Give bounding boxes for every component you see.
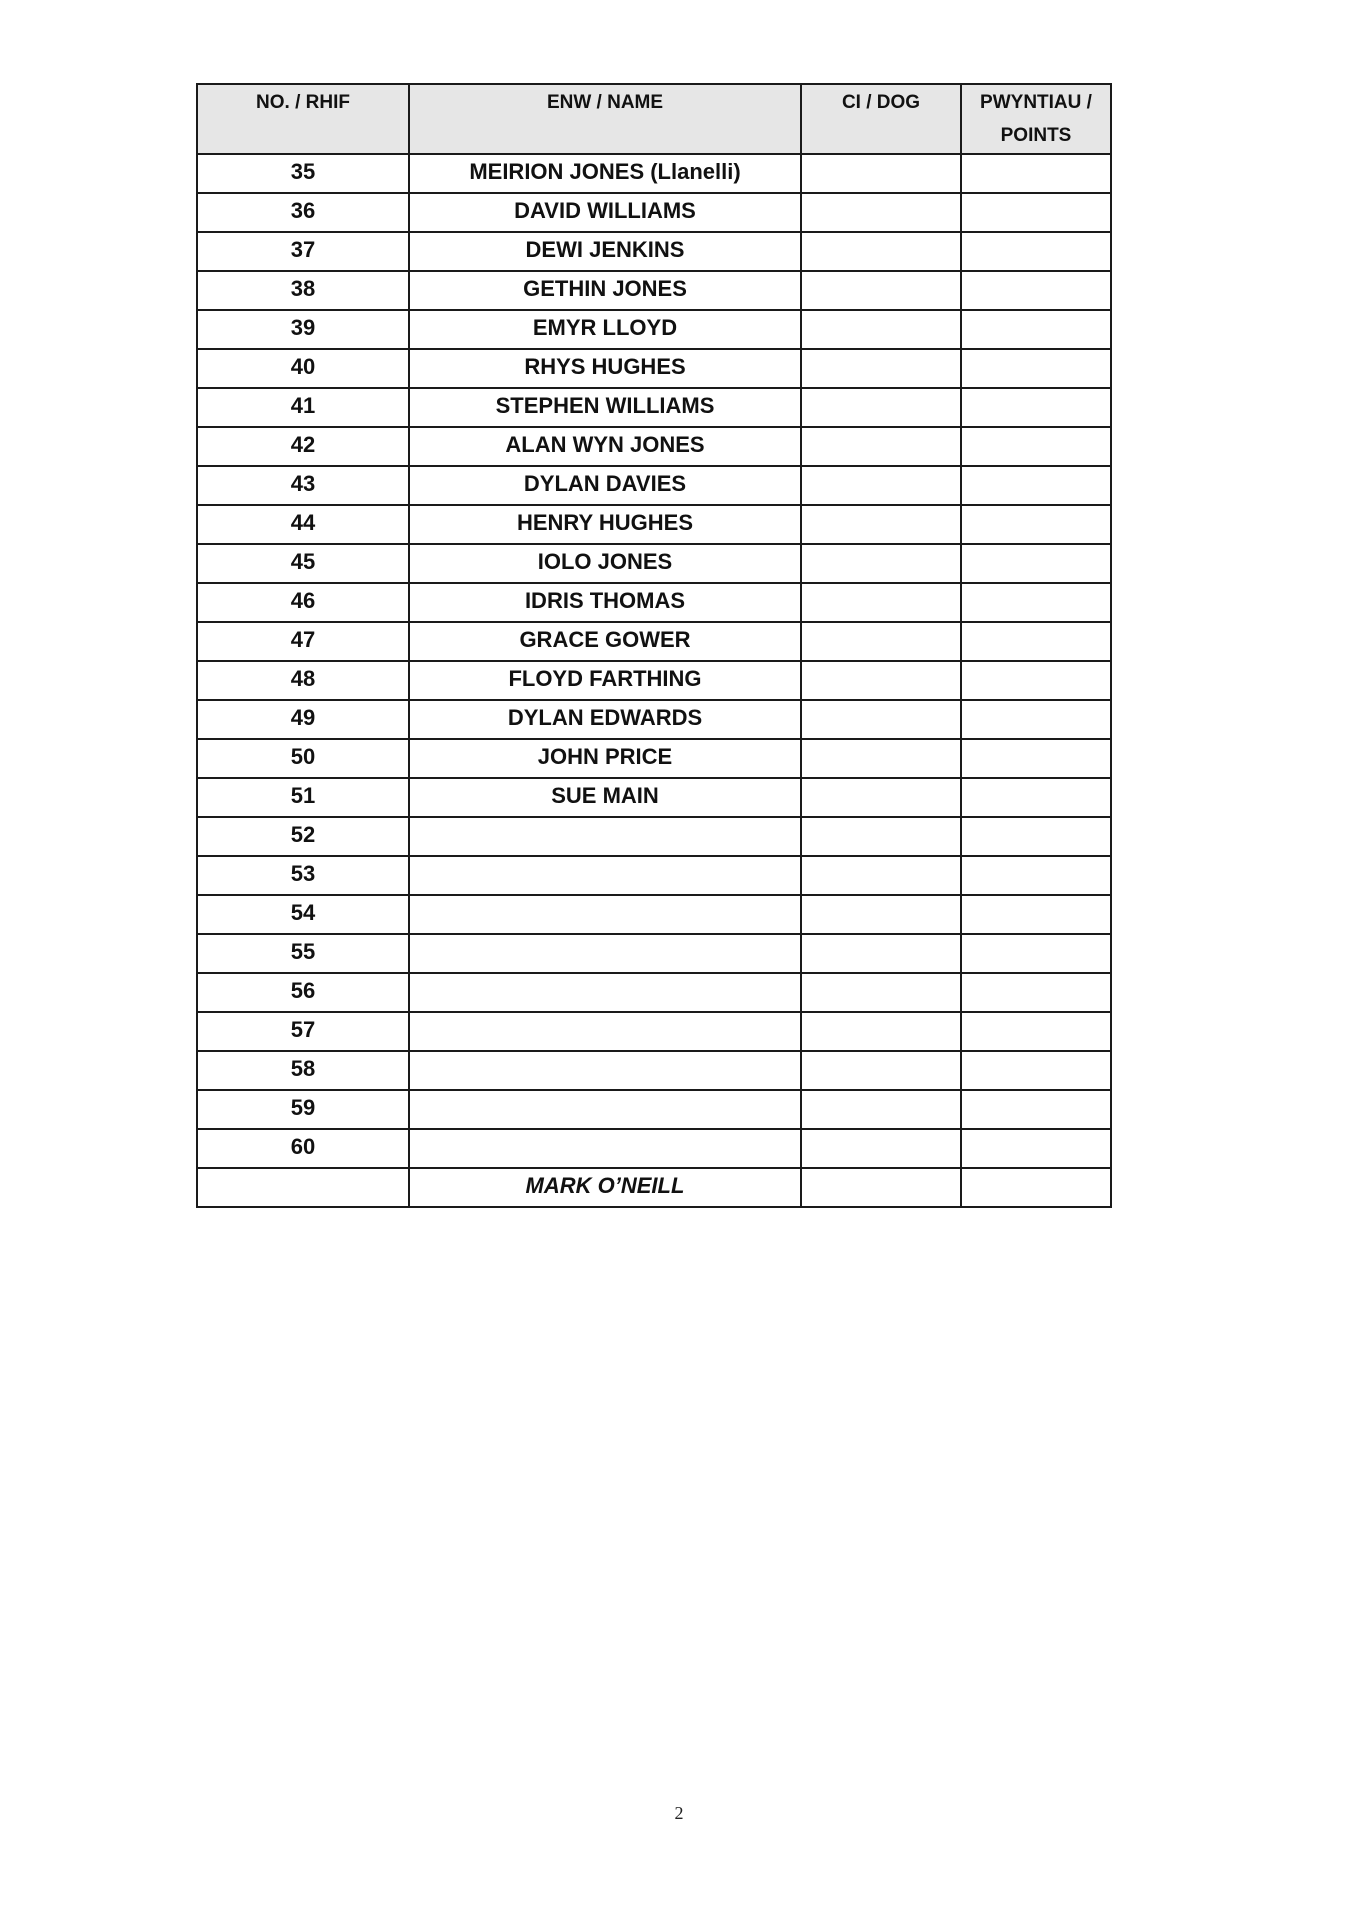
cell-dog — [801, 505, 961, 544]
cell-name: JOHN PRICE — [409, 739, 801, 778]
cell-name: EMYR LLOYD — [409, 310, 801, 349]
cell-points — [961, 427, 1111, 466]
cell-number: 41 — [197, 388, 409, 427]
cell-points — [961, 895, 1111, 934]
cell-points — [961, 583, 1111, 622]
table-row — [197, 817, 1111, 856]
cell-number: 49 — [197, 700, 409, 739]
table-row — [197, 856, 1111, 895]
cell-dog — [801, 817, 961, 856]
cell-dog — [801, 895, 961, 934]
cell-dog — [801, 739, 961, 778]
cell-number: 52 — [197, 817, 409, 856]
cell-points — [961, 1012, 1111, 1051]
cell-dog — [801, 934, 961, 973]
table-row — [197, 388, 1111, 427]
cell-name — [409, 1129, 801, 1168]
cell-points — [961, 388, 1111, 427]
cell-dog — [801, 466, 961, 505]
cell-dog — [801, 661, 961, 700]
table-row — [197, 427, 1111, 466]
page-number: 2 — [674, 1803, 684, 1823]
cell-points — [961, 154, 1111, 193]
cell-name: IDRIS THOMAS — [409, 583, 801, 622]
cell-dog — [801, 1129, 961, 1168]
cell-dog — [801, 1051, 961, 1090]
cell-points — [961, 661, 1111, 700]
table-row — [197, 1168, 1111, 1207]
cell-number: 40 — [197, 349, 409, 388]
table-row — [197, 1012, 1111, 1051]
table-row — [197, 661, 1111, 700]
table-row — [197, 778, 1111, 817]
cell-dog — [801, 778, 961, 817]
header-dog: CI / DOG — [801, 84, 961, 154]
cell-number: 56 — [197, 973, 409, 1012]
table-body — [197, 154, 1111, 1207]
header-row — [197, 84, 1111, 154]
cell-name: DYLAN EDWARDS — [409, 700, 801, 739]
cell-name — [409, 934, 801, 973]
cell-number: 58 — [197, 1051, 409, 1090]
cell-name: RHYS HUGHES — [409, 349, 801, 388]
cell-number: 47 — [197, 622, 409, 661]
cell-number: 55 — [197, 934, 409, 973]
cell-points — [961, 739, 1111, 778]
cell-name: FLOYD FARTHING — [409, 661, 801, 700]
cell-name — [409, 973, 801, 1012]
cell-number — [197, 1168, 409, 1207]
cell-name — [409, 1090, 801, 1129]
header-name: ENW / NAME — [409, 84, 801, 154]
cell-points — [961, 271, 1111, 310]
table-header — [197, 84, 1111, 154]
cell-name: MARK O’NEILL — [409, 1168, 801, 1207]
cell-dog — [801, 1168, 961, 1207]
cell-name: ALAN WYN JONES — [409, 427, 801, 466]
table-row — [197, 700, 1111, 739]
table-row — [197, 739, 1111, 778]
cell-name: IOLO JONES — [409, 544, 801, 583]
cell-points — [961, 934, 1111, 973]
cell-points — [961, 1051, 1111, 1090]
table-row — [197, 154, 1111, 193]
cell-number: 38 — [197, 271, 409, 310]
table-row — [197, 232, 1111, 271]
cell-points — [961, 1090, 1111, 1129]
cell-dog — [801, 1090, 961, 1129]
table-row — [197, 1090, 1111, 1129]
table-row — [197, 310, 1111, 349]
cell-points — [961, 778, 1111, 817]
cell-number: 36 — [197, 193, 409, 232]
table-row — [197, 973, 1111, 1012]
cell-name: HENRY HUGHES — [409, 505, 801, 544]
table-row — [197, 934, 1111, 973]
cell-points — [961, 973, 1111, 1012]
cell-number: 50 — [197, 739, 409, 778]
cell-name: DEWI JENKINS — [409, 232, 801, 271]
cell-dog — [801, 544, 961, 583]
cell-dog — [801, 583, 961, 622]
cell-points — [961, 505, 1111, 544]
cell-number: 37 — [197, 232, 409, 271]
cell-points — [961, 856, 1111, 895]
cell-number: 46 — [197, 583, 409, 622]
cell-dog — [801, 1012, 961, 1051]
cell-dog — [801, 349, 961, 388]
table-row — [197, 466, 1111, 505]
entries-table — [196, 83, 1112, 1208]
table-row — [197, 1051, 1111, 1090]
cell-dog — [801, 427, 961, 466]
cell-number: 44 — [197, 505, 409, 544]
cell-points — [961, 1168, 1111, 1207]
cell-name — [409, 856, 801, 895]
cell-points — [961, 349, 1111, 388]
cell-name: GRACE GOWER — [409, 622, 801, 661]
cell-name: MEIRION JONES (Llanelli) — [409, 154, 801, 193]
cell-dog — [801, 310, 961, 349]
header-number: NO. / RHIF — [197, 84, 409, 154]
cell-number: 51 — [197, 778, 409, 817]
table-row — [197, 271, 1111, 310]
cell-name: DYLAN DAVIES — [409, 466, 801, 505]
cell-points — [961, 232, 1111, 271]
cell-number: 54 — [197, 895, 409, 934]
table-row — [197, 544, 1111, 583]
table-row — [197, 1129, 1111, 1168]
cell-points — [961, 310, 1111, 349]
cell-dog — [801, 232, 961, 271]
cell-dog — [801, 973, 961, 1012]
table-row — [197, 505, 1111, 544]
cell-number: 39 — [197, 310, 409, 349]
cell-dog — [801, 388, 961, 427]
cell-dog — [801, 193, 961, 232]
cell-number: 60 — [197, 1129, 409, 1168]
cell-dog — [801, 856, 961, 895]
table-row — [197, 193, 1111, 232]
cell-name: GETHIN JONES — [409, 271, 801, 310]
cell-number: 42 — [197, 427, 409, 466]
cell-number: 48 — [197, 661, 409, 700]
cell-points — [961, 700, 1111, 739]
cell-number: 35 — [197, 154, 409, 193]
cell-name — [409, 817, 801, 856]
cell-name: SUE MAIN — [409, 778, 801, 817]
header-points: PWYNTIAU / POINTS — [961, 84, 1111, 154]
cell-name: STEPHEN WILLIAMS — [409, 388, 801, 427]
table-row — [197, 583, 1111, 622]
cell-number: 59 — [197, 1090, 409, 1129]
cell-dog — [801, 271, 961, 310]
table-row — [197, 622, 1111, 661]
cell-dog — [801, 154, 961, 193]
cell-points — [961, 622, 1111, 661]
cell-number: 53 — [197, 856, 409, 895]
table-row — [197, 349, 1111, 388]
cell-name — [409, 1012, 801, 1051]
cell-points — [961, 544, 1111, 583]
cell-name: DAVID WILLIAMS — [409, 193, 801, 232]
cell-points — [961, 466, 1111, 505]
cell-dog — [801, 622, 961, 661]
cell-number: 57 — [197, 1012, 409, 1051]
cell-dog — [801, 700, 961, 739]
cell-number: 43 — [197, 466, 409, 505]
table-row — [197, 895, 1111, 934]
cell-points — [961, 817, 1111, 856]
cell-name — [409, 895, 801, 934]
cell-points — [961, 193, 1111, 232]
cell-name — [409, 1051, 801, 1090]
cell-points — [961, 1129, 1111, 1168]
cell-number: 45 — [197, 544, 409, 583]
